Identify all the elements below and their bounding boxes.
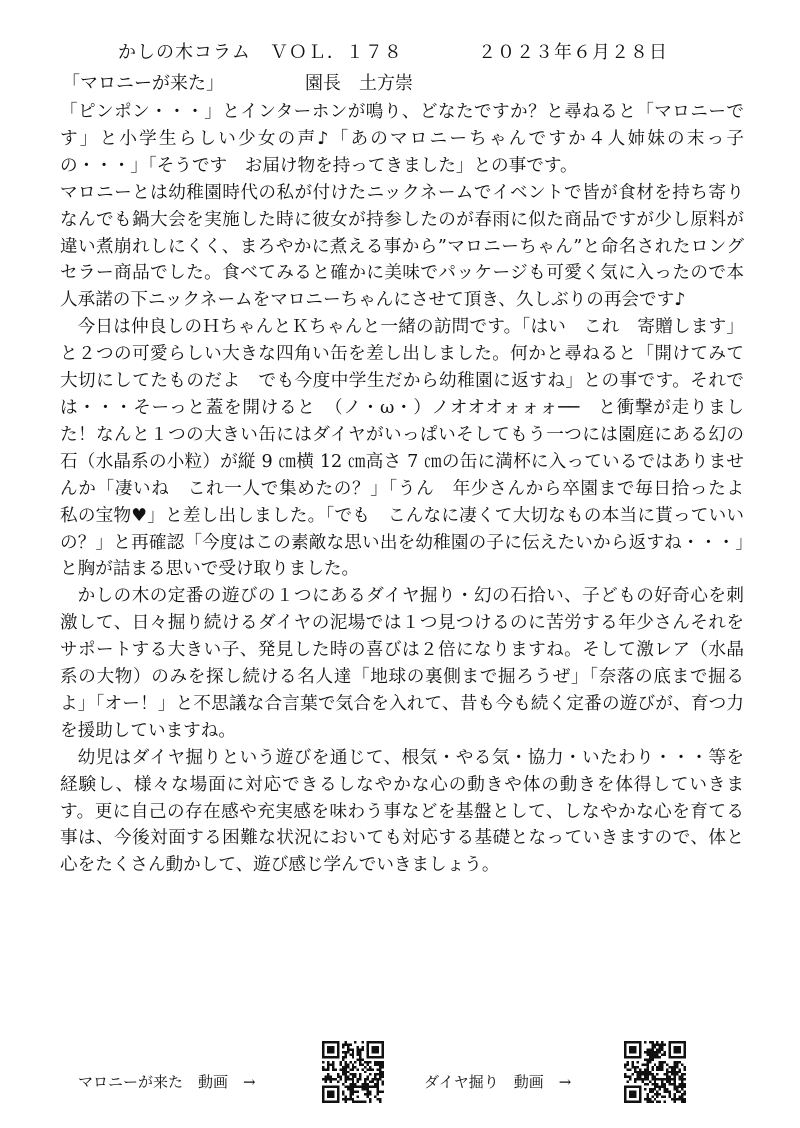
paragraph-2: マロニーとは幼稚園時代の私が付けたニックネームでイベントで皆が食材を持ち寄りなんでも鍋大会を実施した時に彼女が持参したのが春雨に似た商品ですが少し原料が違い煮崩れしにくく、まろやかに煮える事から”マロニーちゃん”と命名されたロングセラー商品でした。食べてみると確かに美味でパッケージも可愛く気に入ったので本人承諾の下ニックネームをマロニーちゃんにさせて頂き、久しぶりの再会です♪: [60, 182, 744, 311]
column-date: ２０２３年６月２８日: [478, 42, 668, 63]
video-link-label-diamond: ダイヤ掘り 動画 →: [424, 1073, 572, 1091]
paragraph-4: かしの木の定番の遊びの１つにあるダイヤ掘り・幻の石拾い、子どもの好奇心を刺激して、日々掘り続けるダイヤの泥場では１つ見つけるのに苦労する年少さんそれをサポートする大きい子、発見した時の喜びは２倍になりますね。そして激レア（水晶系の大物）のみを探し続ける名人達「地球の裏側まで掘ろうぜ」「奈落の底まで掘るよ」「オー！」と不思議な合言葉で気合を入れて、昔も今も続く定番の遊びが、育つ力を援助していますね。: [60, 586, 744, 741]
paragraph-3: 今日は仲良しのＨちゃんとＫちゃんと一緒の訪問です。「はい これ 寄贈します」と２つの可愛らしい大きな四角い缶を差し出しました。何かと尋ねると「開けてみて 大切にしてたものだよ でも今度中学生だから幼稚園に返すね」との事です。それでは・・・そーっと蓋を開けると （ノ・ω・）ノオオオォォォ── と衝撃が走りました！なんと１つの大きい缶にはダイヤがいっぱいそしてもう一つには園庭にある幻の石（水晶系の小粒）が縦 9 ㎝横 12 ㎝高さ 7 ㎝の缶に満杯に入っているではありませんか「凄いね これ一人で集めたの？」「うん 年少さんから卒園まで毎日拾ったよ 私の宝物♥」と差し出しました。「でも こんなに凄くて大切なもの本当に貰っていいの？」と再確認「今度はこの素敵な思い出を幼稚園の子に伝えたいから返すね・・・」と胸が詰まる思いで受け取りました。: [60, 317, 762, 580]
article-body: [60, 99, 762, 879]
video-link-label-maroni: マロニーが来た 動画 →: [78, 1073, 256, 1091]
paragraph-5: 幼児はダイヤ掘りという遊びを通じて、根気・やる気・協力・いたわり・・・等を経験し、様々な場面に対応できるしなやかな心の動きや体の動きを体得していきます。更に自己の存在感や充実感を味わう事などを基盤として、しなやかな心を育てる事は、今後対面する困難な状況においても対応する基礎となっていきますので、体と心をたくさん動かして、遊び感じ学んでいきましょう。: [60, 747, 744, 876]
article-author: 園長 土方崇: [305, 73, 413, 94]
paragraph-1: 「ピンポン・・・」とインターホンが鳴り、どなたですか？と尋ねると「マロニーです」と小学生らしい少女の声♪「あのマロニーちゃんですか４人姉妹の末っ子の・・・」「そうです お届け物を持ってきました」との事です。: [60, 102, 744, 176]
article-heading: [62, 69, 413, 95]
qr-code-diamond[interactable]: [624, 1041, 686, 1103]
qr-code-maroni[interactable]: [322, 1041, 384, 1103]
column-header: [118, 38, 668, 64]
video-links: [0, 1040, 800, 1110]
article-title: 「マロニーが来た」: [62, 73, 224, 94]
column-title: かしの木コラム ＶＯＬ．１７８: [118, 42, 403, 63]
